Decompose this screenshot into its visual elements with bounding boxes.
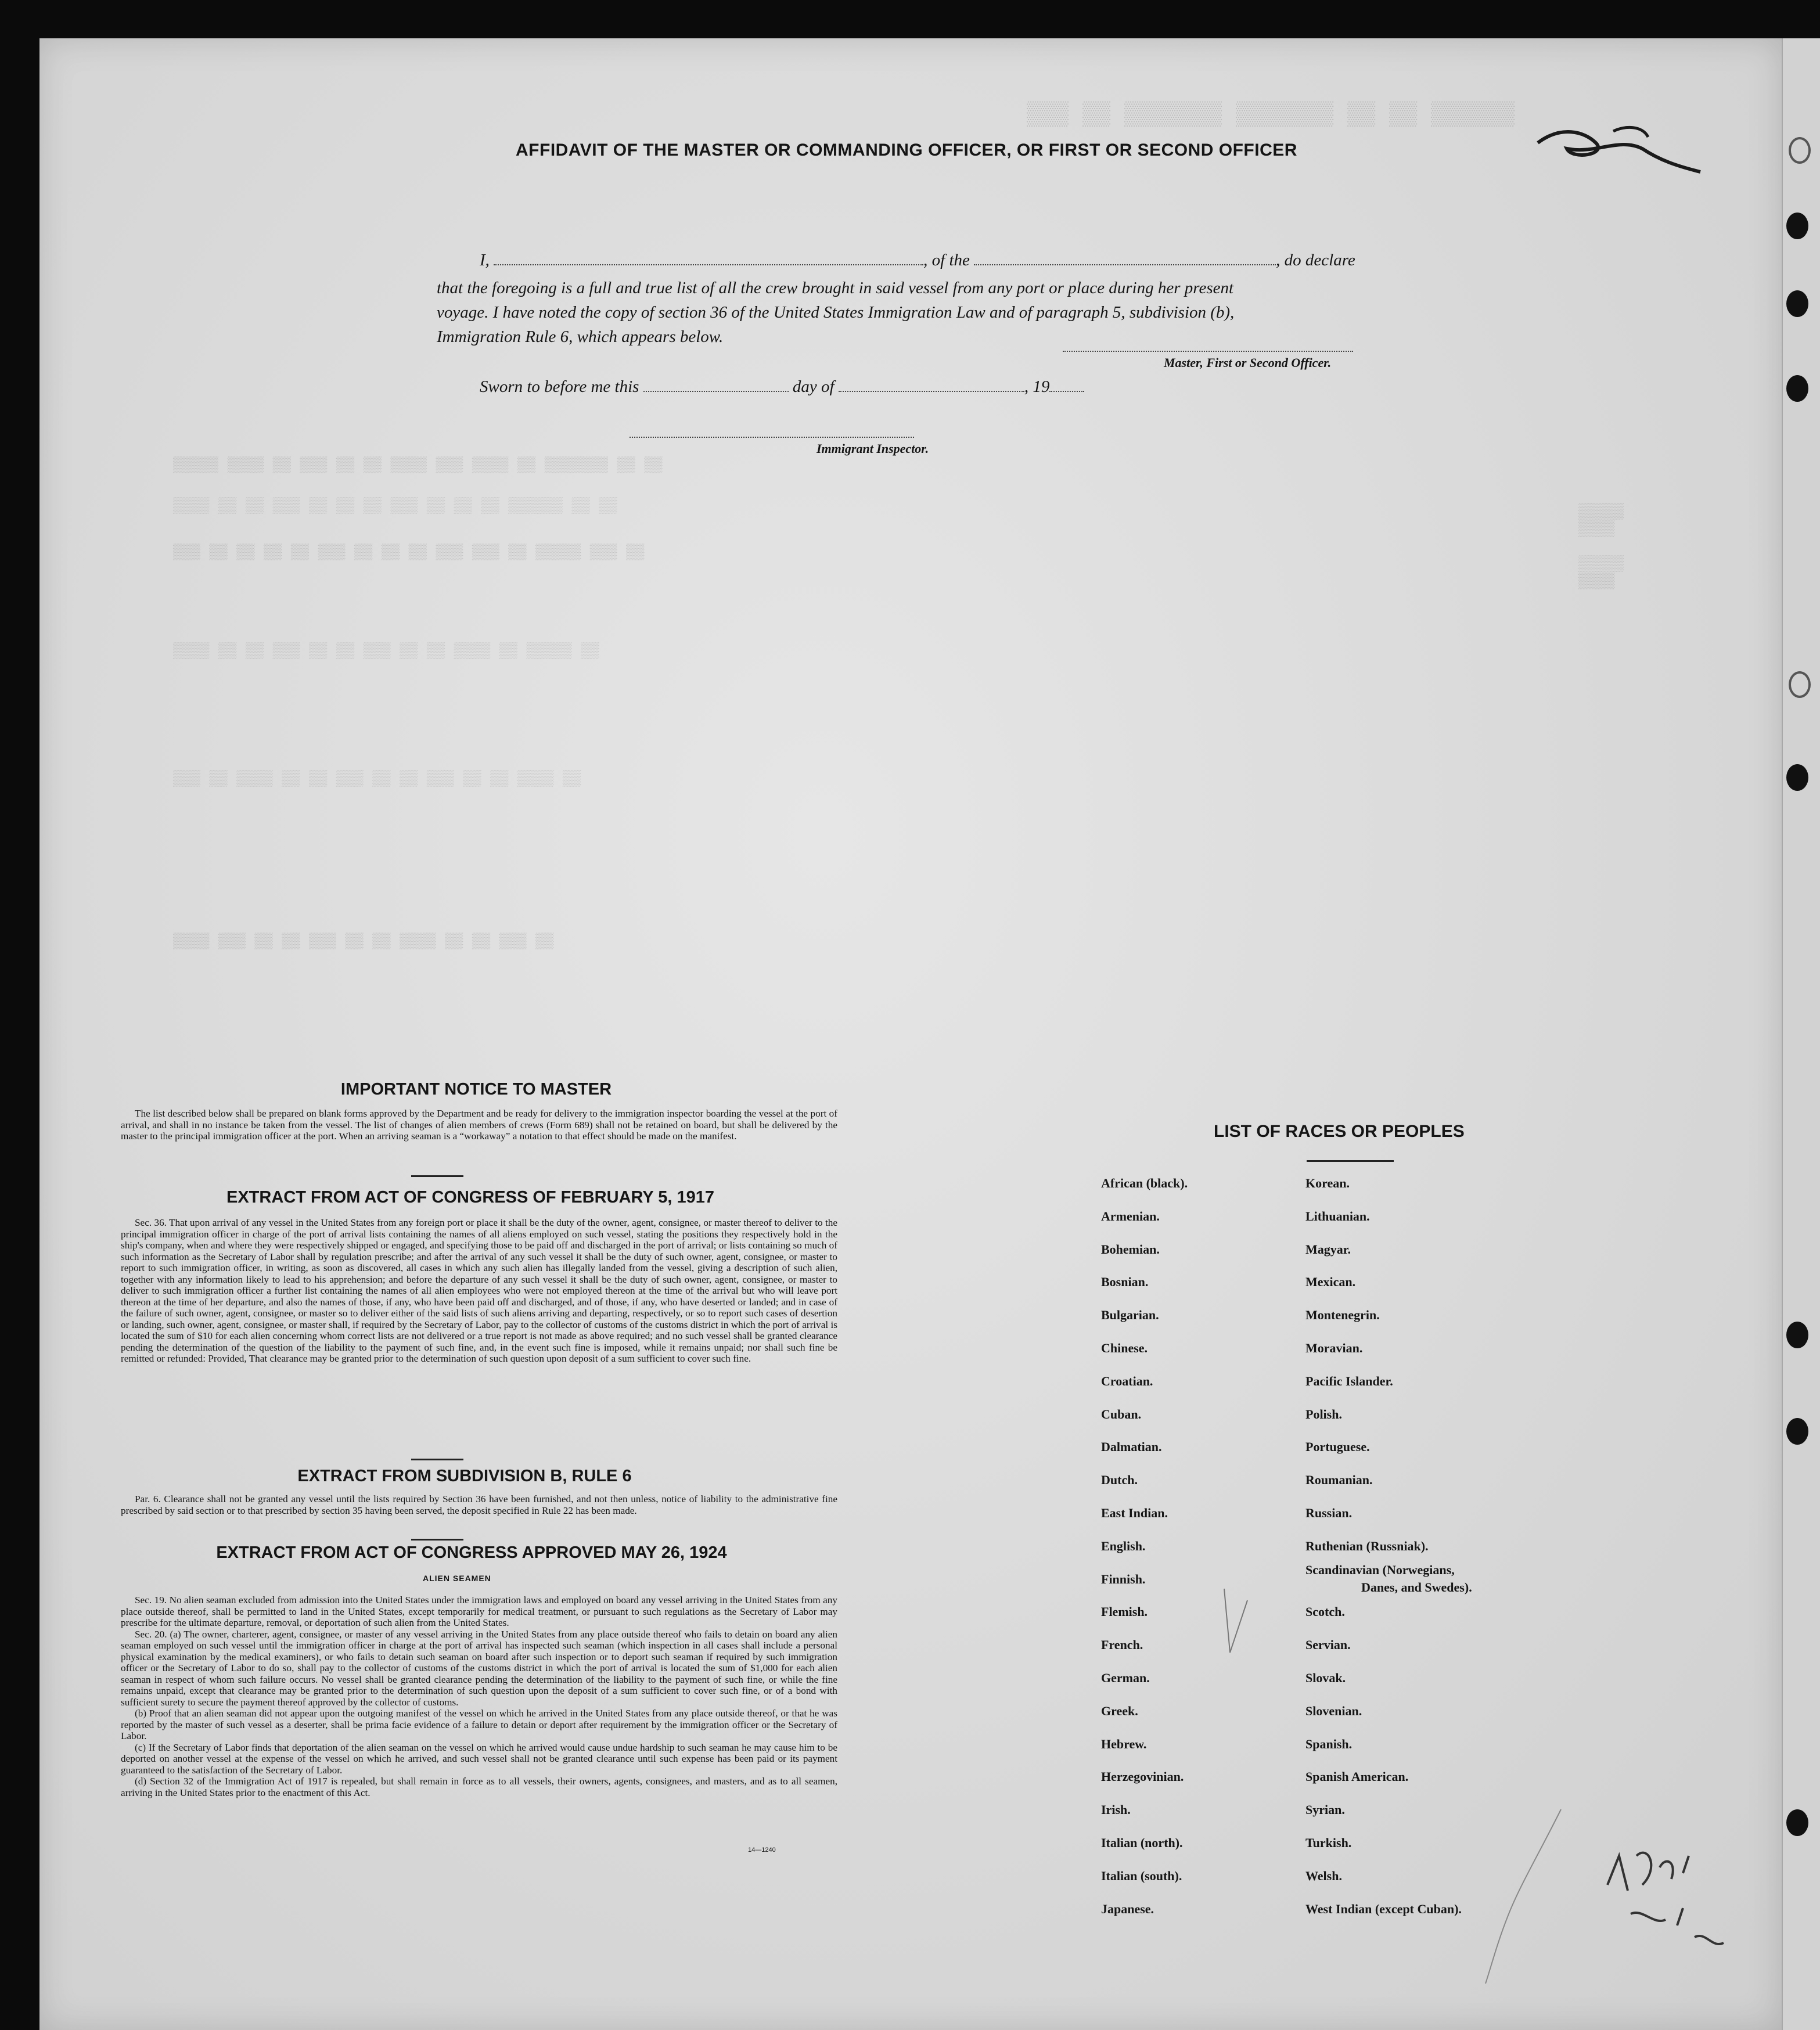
race-item: Lithuanian. [1305,1208,1370,1223]
race-item: East Indian. [1101,1506,1168,1520]
affidavit-title: AFFIDAVIT OF THE MASTER OR COMMANDING OFFICER, OR FIRST OR SECOND OFFICER [516,141,1297,160]
sec-20b-paragraph: (b) Proof that an alien seaman did not appear upon the outgoing manifest of the vessel on which he arrived in the United States from any place outside thereof, or that he was reported by the master of such vessel as a deserter, shall be prima facie evidence of a failure to detain or deport after requirement by the immigration officer or the Secretary of Labor. [121,1708,837,1741]
handwritten-mark-top [1526,120,1747,195]
race-item: Montenegrin. [1305,1308,1380,1323]
sec-20d-paragraph: (d) Section 32 of the Immigration Act of 1917 is repealed, but shall remain in force as to all vessels, their owners, agents, consignees, and masters, and as to all seamen, arriving in the United States prior to the enactment of this Act. [121,1776,837,1798]
punch-hole [1786,1322,1808,1348]
master-signature-line [1063,351,1353,352]
race-item: Pacific Islander. [1305,1373,1393,1388]
race-item: Dalmatian. [1101,1439,1162,1455]
punch-hole [1786,213,1808,239]
race-item: Herzegovinian. [1101,1769,1184,1784]
vessel-name-blank [974,264,1276,265]
race-item: Syrian. [1305,1802,1345,1817]
section-divider [411,1539,463,1541]
par-6-paragraph: Par. 6. Clearance shall not be granted any vessel until the lists required by Section 36 have been furnished, and not then unless, notice of liability to the administrative fine prescribed by said section or to that prescribed by section 35 having been served, the deposit specified in Rule 22 has been made. [121,1493,837,1516]
race-item: Portuguese. [1305,1439,1370,1455]
bleed-through-heading: ▒▒▒ ▒▒ ▒▒▒▒▒▒▒ ▒▒▒▒▒▒▒ ▒▒ ▒▒ ▒▒▒▒▒▒ [1027,102,1515,128]
race-item: Spanish. [1305,1736,1353,1751]
race-item: Italian (north). [1101,1835,1183,1850]
race-item: English. [1101,1538,1146,1553]
extract-1924-body [121,1595,837,1798]
i-label: I, [480,251,490,269]
race-item: Korean. [1305,1176,1350,1190]
affidavit-text-line: that the foregoing is a full and true list of all the crew brought in said vessel from any port or place during her present [437,279,1234,297]
binding-strip [1782,38,1820,2030]
race-item: Danes, and Swedes). [1361,1580,1472,1595]
pencil-line [1422,1804,1573,1989]
punch-hole [1786,1418,1808,1445]
race-item: Slovenian. [1305,1703,1362,1718]
race-item: Dutch. [1101,1473,1138,1488]
master-signature-caption: Master, First or Second Officer. [1164,355,1332,370]
extract-1917-body [121,1217,837,1365]
race-item: Spanish American. [1305,1769,1409,1784]
race-item: Italian (south). [1101,1868,1182,1883]
race-item: Bulgarian. [1101,1308,1159,1323]
bleed-through-row: ▒▒▒▒ ▒▒▒ ▒▒ ▒▒ ▒▒▒ ▒▒ ▒▒ ▒▒▒▒ ▒▒ ▒▒ ▒▒▒ ▒▒ [173,933,554,950]
do-declare-label: , do declare [1276,251,1355,269]
races-divider [1307,1160,1394,1162]
race-item: Turkish. [1305,1835,1352,1850]
notice-body [121,1108,837,1142]
year-label: , 19 [1024,377,1050,396]
inspector-signature-line [630,437,914,438]
sec-19-paragraph: Sec. 19. No alien seaman excluded from admission into the United States under the immigration laws and employed on board any vessel arriving in the United States from any place outside thereof, shall be permitted to land in the United States, except temporarily for medical treatment, or pursuant to such regulations as the Secretary of Labor may prescribe for the ultimate departure, removal, or deportation of such alien from the United States. [121,1595,837,1628]
races-title: LIST OF RACES OR PEOPLES [1214,1122,1465,1141]
punch-hole [1786,375,1808,402]
race-item: Hebrew. [1101,1736,1147,1751]
punch-hole [1789,137,1811,164]
race-item: Russian. [1305,1506,1353,1520]
race-item: Cuban. [1101,1406,1142,1421]
month-blank [839,391,1024,392]
race-item: Servian. [1305,1637,1351,1653]
race-item: French. [1101,1637,1143,1653]
race-item: Ruthenian (Russniak). [1305,1538,1429,1553]
day-blank [643,391,789,392]
year-blank [1049,391,1084,392]
race-item: Moravian. [1305,1341,1363,1355]
day-of-label: day of [792,377,835,396]
section-divider [411,1459,463,1460]
notice-paragraph: The list described below shall be prepared on blank forms approved by the Department and be ready for delivery to the immigration inspector boarding the vessel at the port of arrival, and shall in no instance be taken from the vessel. The list of changes of alien members of crews (Form 689) shall not be retained on board, but shall be delivered by the master to the principal immigration officer at the port. When an arriving seaman is a “workaway” a notation to that effect should be made on the manifest. [121,1108,837,1142]
race-item: Mexican. [1305,1275,1356,1290]
punch-hole [1786,764,1808,791]
race-item: German. [1101,1671,1150,1685]
race-item: Slovak. [1305,1671,1346,1685]
master-name-blank [494,264,923,265]
race-item: Flemish. [1101,1604,1148,1619]
subdivision-body [121,1493,837,1516]
subdivision-title: EXTRACT FROM SUBDIVISION B, RULE 6 [297,1467,632,1485]
form-number: 14—1240 [748,1847,776,1853]
sec-20a-paragraph: Sec. 20. (a) The owner, charterer, agent, consignee, or master of any vessel arriving in the United States from any place outside thereof who fails to detain on board any alien seaman employed on such vessel until the immigration officer in charge at the port of arrival has inspected such seaman (which inspection in all cases shall include a personal physical examination by the medical examiners), or who fails to detain such seaman on board after such inspection or to deport such seaman if required by such immigration officer or the Secretary of Labor to do so, shall pay to the collector of customs of the customs district in which the port of arrival is located the sum of $1,000 for each alien seaman in respect of whom such failure occurs. No vessel shall be granted clearance pending the determination of the liability to the payment of such fine, or while the fine remains unpaid, except that clearance may be granted prior to the determination of such question upon the deposit of a sum sufficient to cover such fine, or of a bond with sufficient surety to secure the payment thereof approved by the collector of customs. [121,1628,837,1708]
bleed-through-column: ▒▒▒▒▒ ▒▒▒▒ ▒▒▒▒▒ ▒▒▒▒ [1578,503,1624,590]
race-item: Polish. [1305,1406,1342,1421]
extract-1917-title: EXTRACT FROM ACT OF CONGRESS OF FEBRUARY 5, 1917 [226,1188,715,1207]
of-the-label: , of the [923,251,970,269]
punch-hole [1789,671,1811,698]
bleed-through-row: ▒▒▒ ▒▒ ▒▒ ▒▒ ▒▒ ▒▒▒ ▒▒ ▒▒ ▒▒ ▒▒▒ ▒▒▒ ▒▒ ▒▒▒▒▒ ▒▒▒ ▒▒ [173,544,645,561]
race-item: Welsh. [1305,1868,1342,1883]
extract-1924-title: EXTRACT FROM ACT OF CONGRESS APPROVED MAY 26, 1924 [216,1543,727,1562]
punch-hole [1786,1809,1808,1836]
inspector-signature-caption: Immigrant Inspector. [817,441,929,456]
affidavit-text-line: Immigration Rule 6, which appears below. [437,327,724,346]
alien-seamen-subtitle: ALIEN SEAMEN [423,1574,491,1583]
race-item: Scotch. [1305,1604,1345,1619]
notice-title: IMPORTANT NOTICE TO MASTER [340,1080,612,1099]
section-36-paragraph: Sec. 36. That upon arrival of any vessel in the United States from any foreign port or place it shall be the duty of the owner, agent, consignee, or master thereof to deliver to the principal immigration officer in charge of the port of arrival lists containing the names of all aliens employed on such vessel, stating the positions they respectively hold in the ship's company, when and where they were respectively shipped or engaged, and specifying those to be paid off and discharged in the port of arrival; or lists containing so much of such information as the Secretary of Labor shall by regulation prescribe; and after the arrival of any such vessel it shall be the duty of such owner, agent, consignee, or master to report to such immigration officer, in writing, as soon as discovered, all cases in which any such alien has illegally landed from the vessel, giving a description of such alien, together with any information likely to lead to his apprehension; and before the departure of any such vessel it shall be the duty of such owner, agent, consignee, or master to deliver to such immigration officer a further list containing the names of all alien employees who were not employed thereon at the time of the arrival but who will leave port thereon at the time of her departure, and also the names of those, if any, who have been paid off and discharged, and of those, if any, who have deserted or landed; and in case of the failure of such owner, agent, consignee, or master so to deliver either of the said lists of such aliens arriving and departing, respectively, or so to report such cases of desertion or landing, such owner, agent, consignee, or master shall, if required by the Secretary of Labor, pay to the collector of customs of the customs district in which the port of arrival is located the sum of $10 for each alien concerning whom correct lists are not delivered or a true report is not made as above required; and no such vessel shall be granted clearance pending the determination of the question of the liability to the payment of such fine, and, in the event such fine is imposed, while it remains unpaid; nor shall such fine be remitted or refunded: Provided, That clearance may be granted prior to the determination of such question upon deposit of a sum sufficient to cover such fine. [121,1217,837,1364]
race-item: Bosnian. [1101,1275,1149,1290]
affidavit-declaration-line [480,251,1355,270]
punch-hole [1786,290,1808,317]
race-item: Irish. [1101,1802,1131,1817]
race-item: Chinese. [1101,1341,1148,1355]
race-item: Croatian. [1101,1373,1153,1388]
pencil-check-mark [1213,1583,1265,1664]
document-page [39,38,1782,2030]
race-item: West Indian (except Cuban). [1305,1901,1462,1916]
race-item: Armenian. [1101,1208,1160,1223]
bleed-through-row: ▒▒▒▒ ▒▒ ▒▒ ▒▒▒ ▒▒ ▒▒ ▒▒▒ ▒▒ ▒▒ ▒▒▒▒ ▒▒ ▒▒▒▒▒ ▒▒ [173,642,599,660]
bleed-through-row: ▒▒▒ ▒▒ ▒▒▒▒ ▒▒ ▒▒ ▒▒▒ ▒▒ ▒▒ ▒▒▒ ▒▒ ▒▒ ▒▒▒▒ ▒▒ [173,770,581,787]
sec-20c-paragraph: (c) If the Secretary of Labor finds that deportation of the alien seaman on the vessel on which he arrived would cause undue hardship to such seaman he may cause him to be deported on another vessel at the expense of the vessel on which he arrived, and such vessel shall not be granted clearance until such expense has been paid or its payment guaranteed to the satisfaction of the Secretary of Labor. [121,1741,837,1776]
race-item: Roumanian. [1305,1473,1373,1488]
race-item: Bohemian. [1101,1241,1160,1257]
race-item: Finnish. [1101,1571,1146,1586]
sworn-line [480,377,1084,397]
bleed-through-row: ▒▒▒▒▒ ▒▒▒▒ ▒▒ ▒▒▒ ▒▒ ▒▒ ▒▒▒▒ ▒▒▒ ▒▒▒▒ ▒▒ ▒▒▒▒▒▒▒ ▒▒ ▒▒ [173,456,663,474]
sworn-label: Sworn to before me this [480,377,639,396]
bleed-through-row: ▒▒▒▒ ▒▒ ▒▒ ▒▒▒ ▒▒ ▒▒ ▒▒ ▒▒▒ ▒▒ ▒▒ ▒▒ ▒▒▒▒▒▒ ▒▒ ▒▒ [173,497,617,514]
section-divider [411,1175,463,1177]
race-item: African (black). [1101,1176,1188,1190]
race-item: Magyar. [1305,1241,1351,1257]
affidavit-text-line: voyage. I have noted the copy of section 36 of the United States Immigration Law and of paragraph 5, subdivision (b), [437,303,1235,322]
handwritten-mark-bottom [1596,1821,1747,1972]
race-item: Greek. [1101,1703,1138,1718]
race-item: Scandinavian (Norwegians, [1305,1562,1455,1577]
race-item: Japanese. [1101,1901,1154,1916]
